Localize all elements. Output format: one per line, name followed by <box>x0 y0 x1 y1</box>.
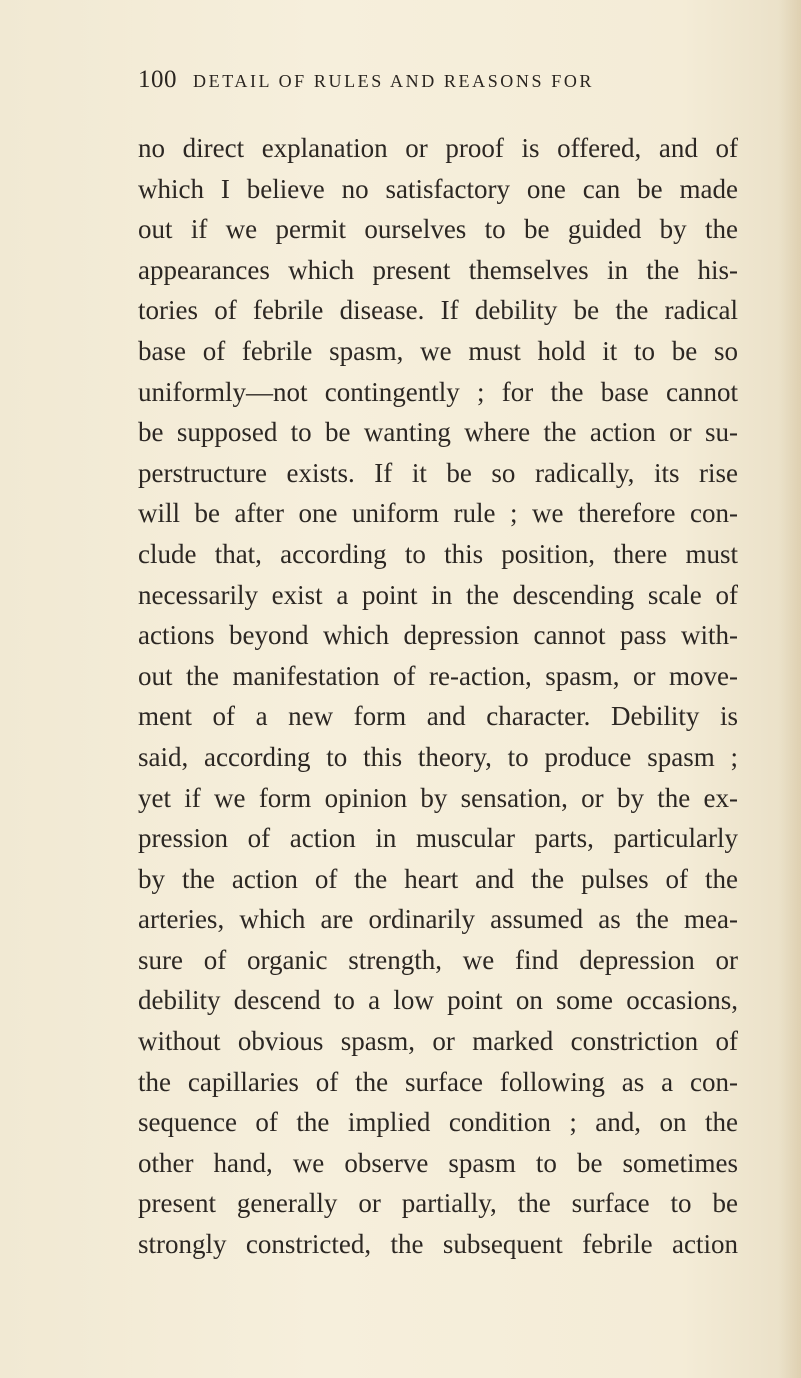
text-line: necessarily exist a point in the descending scale of <box>138 579 738 610</box>
running-head <box>138 66 738 100</box>
text-line: be supposed to be wanting where the action or su- <box>138 417 738 448</box>
text-line: other hand, we observe spasm to be sometimes <box>138 1147 738 1178</box>
text-line: debility descend to a low point on some occasions, <box>138 985 738 1016</box>
page-number: 100 <box>138 66 177 93</box>
text-line: no direct explanation or proof is offered, and of <box>138 133 738 163</box>
text-line: actions beyond which depression cannot pass with- <box>138 620 738 651</box>
text-line: arteries, which are ordinarily assumed as the mea- <box>138 904 738 935</box>
text-line: strongly constricted, the subsequent febrile action <box>138 1229 738 1260</box>
text-line: present generally or partially, the surface to be <box>138 1188 738 1219</box>
text-line: ment of a new form and character. Debility is <box>138 701 738 732</box>
text-line: tories of febrile disease. If debility be the radical <box>138 295 738 326</box>
text-line: sure of organic strength, we find depression or <box>138 944 738 975</box>
running-head-title: DETAIL OF RULES AND REASONS FOR <box>193 71 595 91</box>
text-line: pression of action in muscular parts, particularly <box>138 823 738 854</box>
text-line: said, according to this theory, to produce spasm ; <box>138 741 738 772</box>
text-line: sequence of the implied condition ; and, on the <box>138 1107 738 1138</box>
text-line: without obvious spasm, or marked constriction of <box>138 1026 738 1057</box>
text-line: by the action of the heart and the pulses of the <box>138 863 738 894</box>
text-line: uniformly—not contingently ; for the base cannot <box>138 376 738 407</box>
text-line: base of febrile spasm, we must hold it to be so <box>138 335 738 366</box>
page-edge-shadow <box>779 0 801 1378</box>
text-line: perstructure exists. If it be so radically, its rise <box>138 457 738 488</box>
text-line: out if we permit ourselves to be guided by the <box>138 214 738 245</box>
text-line: appearances which present themselves in the his- <box>138 254 738 285</box>
text-line: which I believe no satisfactory one can be made <box>138 173 738 204</box>
text-line: out the manifestation of re-action, spasm, or move- <box>138 660 738 691</box>
text-line: will be after one uniform rule ; we therefore con- <box>138 498 738 529</box>
body-text <box>138 128 738 1265</box>
text-line: the capillaries of the surface following as a con- <box>138 1066 738 1097</box>
text-line: yet if we form opinion by sensation, or by the ex- <box>138 782 738 813</box>
text-line: clude that, according to this position, there must <box>138 538 738 569</box>
